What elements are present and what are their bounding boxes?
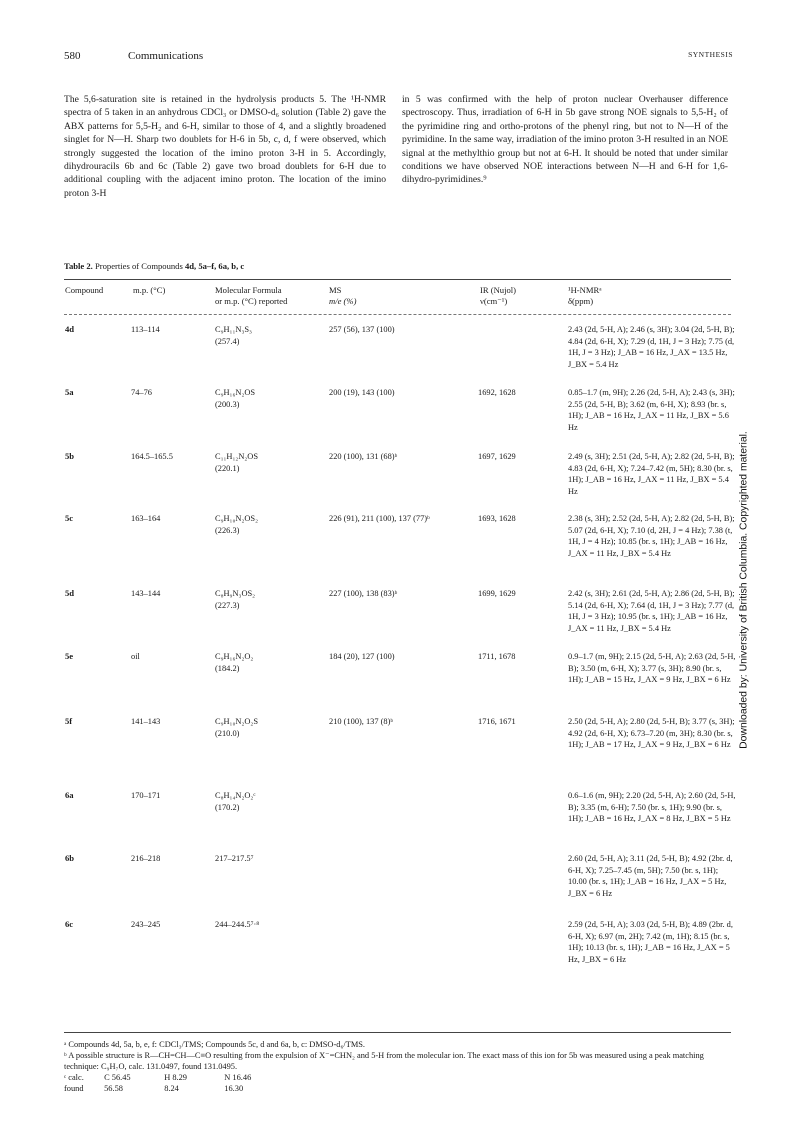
cell-formula: [215, 790, 315, 813]
found-c: 56.58: [104, 1084, 123, 1093]
table-caption-label: Table 2.: [64, 261, 93, 271]
cell-ms: 184 (20), 127 (100): [329, 652, 395, 661]
cell-mp: 141–143: [131, 717, 161, 726]
cell-mp: 170–171: [131, 791, 161, 800]
formula-weight: (220.1): [215, 463, 240, 473]
cell-mp: 113–114: [131, 325, 160, 334]
formula-text: C₉H₁₆N₂OS: [215, 388, 256, 397]
body-text-right: in 5 was confirmed with the help of proton nuclear Overhauser difference spectroscopy. Thus, irradiation of 6-H in 5b gave strong NOE signals to 5,5-H₂ of the pyrimidine ring and ortho-protons of the phenyl ring, but not to N—H of the pyrimidine. In the same way, irradiation of the imino proton 3-H resulted in an NOE signal at the methylthio group but not at 6-H. It should be noted that under similar conditions we have observed NOE interactions between N—H and 6-H for 1,6-dihydro-pyrimidines.⁹: [402, 94, 728, 186]
footnote-c-label: ᶜ calc.: [64, 1073, 84, 1082]
cell-nmr: 2.42 (s, 3H); 2.61 (2d, 5-H, A); 2.86 (2d, 5-H, B); 5.14 (2d, 6-H, X); 7.64 (d, 1H, J = 3 Hz); 7.77 (d, 1H, J = 3 Hz); 10.95 (br. s, 1H); J_AB = 16 Hz, J_AX = 11 Hz, J_BX = 5.4 Hz: [568, 589, 735, 633]
cell-mp: 164.5–165.5: [131, 452, 173, 461]
cell-compound: 6b: [65, 853, 75, 863]
table-top-rule: [64, 279, 731, 280]
cell-ms: 227 (100), 138 (83)ᵇ: [329, 589, 398, 598]
cell-formula: [215, 716, 315, 739]
formula-text: 217–217.5⁷: [215, 854, 254, 863]
cell-ir: 1711, 1678: [478, 652, 516, 661]
cell-nmr: 0.9–1.7 (m, 9H); 2.15 (2d, 5-H, A); 2.63 (2d, 5-H, B); 3.50 (m, 6-H, X); 3.77 (s, 3H); 8.90 (br. s, 1H); J_AB = 15 Hz, J_AX = 9 Hz, J_BX = 6 Hz: [568, 652, 736, 685]
cell-ms: 226 (91), 211 (100), 137 (77)ᵇ: [329, 514, 430, 523]
cell-ir: 1699, 1629: [478, 589, 516, 598]
cell-compound: 5b: [65, 451, 75, 461]
footnote-found-label: found: [64, 1084, 84, 1093]
cell-compound: 6c: [65, 919, 74, 929]
cell-mp: oil: [131, 652, 140, 661]
cell-formula: [215, 853, 315, 865]
formula-text: C₈H₁₄N₂O₂ᶜ: [215, 791, 256, 800]
header-mp: m.p. (°C): [133, 285, 166, 295]
table-caption-compounds: 4d, 5a–f, 6a, b, c: [184, 261, 245, 271]
cell-formula: [215, 919, 315, 931]
cell-formula: [215, 324, 315, 347]
cell-nmr: 0.85–1.7 (m, 9H); 2.26 (2d, 5-H, A); 2.43 (s, 3H); 2.55 (2d, 5-H, B); 3.62 (m, 6-H, X); 8.93 (br. s, 1H); J_AB = 16 Hz, J_AX = 11 Hz, J_BX = 5.6 Hz: [568, 388, 735, 432]
formula-text: C₉H₁₆N₂O₂: [215, 652, 254, 661]
cell-ms: 200 (19), 143 (100): [329, 388, 395, 397]
cell-nmr: 2.60 (2d, 5-H, A); 3.11 (2d, 5-H, B); 4.92 (2br. d, 6-H, X); 7.25–7.45 (m, 5H); 7.50 (br. s, 1H); 10.00 (br. s, 1H); J_AB = 16 Hz, J_AX = 5 Hz, J_BX = 6 Hz: [568, 854, 733, 898]
calc-h: H 8.29: [164, 1073, 187, 1082]
calc-n: N 16.46: [224, 1073, 252, 1082]
cell-formula: [215, 513, 315, 536]
formula-text: C₉H₁₀N₂O₂S: [215, 717, 258, 726]
cell-nmr: 2.43 (2d, 5-H, A); 2.46 (s, 3H); 3.04 (2d, 5-H, B); 4.84 (2d, 6-H, X); 7.29 (d, 1H, J = 3 Hz); 7.75 (d, 1H, J = 3 Hz); J_AB = 16 Hz, J_AX = 13.5 Hz, J_BX = 5.4 Hz: [568, 325, 735, 369]
table-bottom-rule: [64, 1032, 731, 1033]
cell-nmr: 2.49 (s, 3H); 2.51 (2d, 5-H, A); 2.82 (2d, 5-H, B); 4.83 (2d, 6-H, X); 7.24–7.42 (m, 5H); 8.30 (br. s, 1H); J_AB = 16 Hz, J_AX = 11 Hz, J_BX = 5.4 Hz: [568, 452, 735, 496]
journal-name: SYNTHESIS: [688, 50, 733, 59]
formula-weight: (227.3): [215, 600, 240, 610]
table-caption: [64, 261, 244, 271]
cell-ms: 257 (56), 137 (100): [329, 325, 395, 334]
section-header: Communications: [128, 50, 204, 62]
page-number: 580: [64, 50, 81, 62]
cell-mp: 243–245: [131, 920, 161, 929]
cell-formula: [215, 451, 315, 474]
calc-c: C 56.45: [104, 1073, 131, 1082]
download-watermark: Downloaded by: University of British Columbia. Copyrighted material.: [738, 431, 750, 749]
formula-weight: (170.2): [215, 802, 240, 812]
cell-nmr: 2.59 (2d, 5-H, A); 3.03 (2d, 5-H, B); 4.89 (2br. d, 6-H, X); 6.97 (m, 2H); 7.42 (m, 1H); 8.15 (br. s, 1H); 10.13 (br. s, 1H); J_AB = 16 Hz, J_AX = 5 Hz, J_BX = 6 Hz: [568, 920, 733, 964]
cell-mp: 216–218: [131, 854, 161, 863]
cell-mp: 163–164: [131, 514, 161, 523]
header-ms: MS m/e (%): [329, 285, 357, 306]
cell-compound: 5d: [65, 588, 75, 598]
formula-text: C₉H₁₀N₂OS₂: [215, 514, 258, 523]
cell-compound: 5c: [65, 513, 74, 523]
formula-text: C₉H₁₁N₃S₃: [215, 325, 252, 334]
cell-compound: 5a: [65, 387, 74, 397]
cell-formula: [215, 387, 315, 410]
footnote-a: ᵃ Compounds 4d, 5a, b, e, f: CDCl₃/TMS; Compounds 5c, d and 6a, b, c: DMSO-d₆/TMS.: [64, 1040, 366, 1049]
header-formula: Molecular Formula or m.p. (°C) reported: [215, 285, 288, 306]
cell-compound: 5e: [65, 651, 74, 661]
footnote-c-calc: [64, 1072, 274, 1083]
formula-weight: (210.0): [215, 728, 240, 738]
header-nmr: ¹H-NMRᵃ δ(ppm): [568, 285, 602, 306]
table-caption-text: Properties of Compounds: [94, 261, 183, 271]
cell-mp: 74–76: [131, 388, 152, 397]
formula-weight: (257.4): [215, 336, 240, 346]
formula-weight: (226.3): [215, 525, 240, 535]
cell-nmr: 2.50 (2d, 5-H, A); 2.80 (2d, 5-H, B); 3.77 (s, 3H); 4.92 (2d, 6-H, X); 6.73–7.20 (m, 3H); 8.30 (br. s, 1H); J_AB = 17 Hz, J_AX = 9 Hz, J_BX = 6 Hz: [568, 717, 735, 750]
found-h: 8.24: [164, 1084, 179, 1093]
cell-ms: 220 (100), 131 (68)ᵇ: [329, 452, 398, 461]
body-text-left: The 5,6-saturation site is retained in the hydrolysis products 5. The ¹H-NMR spectra of 5 taken in an anhydrous CDCl₃ or DMSO-d₆ solution (Table 2) gave the ABX patterns for 5,5-H₂ and 6-H, similar to those of 4, and a slightly broadened singlet for N—H. Sharp two doublets for H-6 in 5b, c, d, f were observed, which strongly suggested the location of the imino proton 3-H in 5. Accordingly, dihydrouracils 6b and 6c (Table 2) gave two broad doublets for 6-H due to additional coupling with the adjacent imino proton. The location of the imino proton 3-H: [64, 94, 386, 199]
cell-mp: 143–144: [131, 589, 161, 598]
cell-formula: [215, 588, 315, 611]
table-header-rule: [64, 314, 731, 315]
formula-text: C₈H₉N₃OS₂: [215, 589, 256, 598]
header-ir: IR (Nujol) ν(cm⁻¹): [480, 285, 517, 306]
cell-compound: 5f: [65, 716, 73, 726]
formula-weight: (200.3): [215, 399, 240, 409]
cell-ir: 1693, 1628: [478, 514, 516, 523]
cell-compound: 4d: [65, 324, 75, 334]
formula-weight: (184.2): [215, 663, 240, 673]
cell-ir: 1692, 1628: [478, 388, 516, 397]
cell-nmr: 2.38 (s, 3H); 2.52 (2d, 5-H, A); 2.82 (2d, 5-H, B); 5.07 (2d, 6-H, X); 7.10 (d, 2H, J = 4 Hz); 7.38 (t, 1H, J = 4 Hz); 10.85 (br. s, 1H); J_AB = 16 Hz, J_AX = 11 Hz, J_BX = 5.4 Hz: [568, 514, 735, 558]
cell-ir: 1716, 1671: [478, 717, 516, 726]
formula-text: 244–244.5⁷·⁸: [215, 920, 260, 929]
cell-ms: 210 (100), 137 (8)ᵇ: [329, 717, 393, 726]
footnote-b: ᵇ A possible structure is R—CH=CH—C≡O resulting from the expulsion of X⁻=CHN₂ and 5-H from the molecular ion. The exact mass of this ion for 5b was measured using a peak matching technique: C₉H₇O, calc. 131.0497, found 131.0495.: [64, 1051, 704, 1071]
header-compound: Compound: [65, 285, 104, 295]
cell-nmr: 0.6–1.6 (m, 9H); 2.20 (2d, 5-H, A); 2.60 (2d, 5-H, B); 3.35 (m, 6-H); 7.50 (br. s, 1H); 9.90 (br. s, 1H); J_AB = 16 Hz, J_AX = 8 Hz, J_BX = 5 Hz: [568, 791, 736, 824]
found-n: 16.30: [224, 1084, 244, 1093]
cell-compound: 6a: [65, 790, 74, 800]
footnote-c-found: [64, 1083, 274, 1094]
formula-text: C₁₁H₁₂N₂OS: [215, 452, 258, 461]
cell-ir: 1697, 1629: [478, 452, 516, 461]
cell-formula: [215, 651, 315, 674]
